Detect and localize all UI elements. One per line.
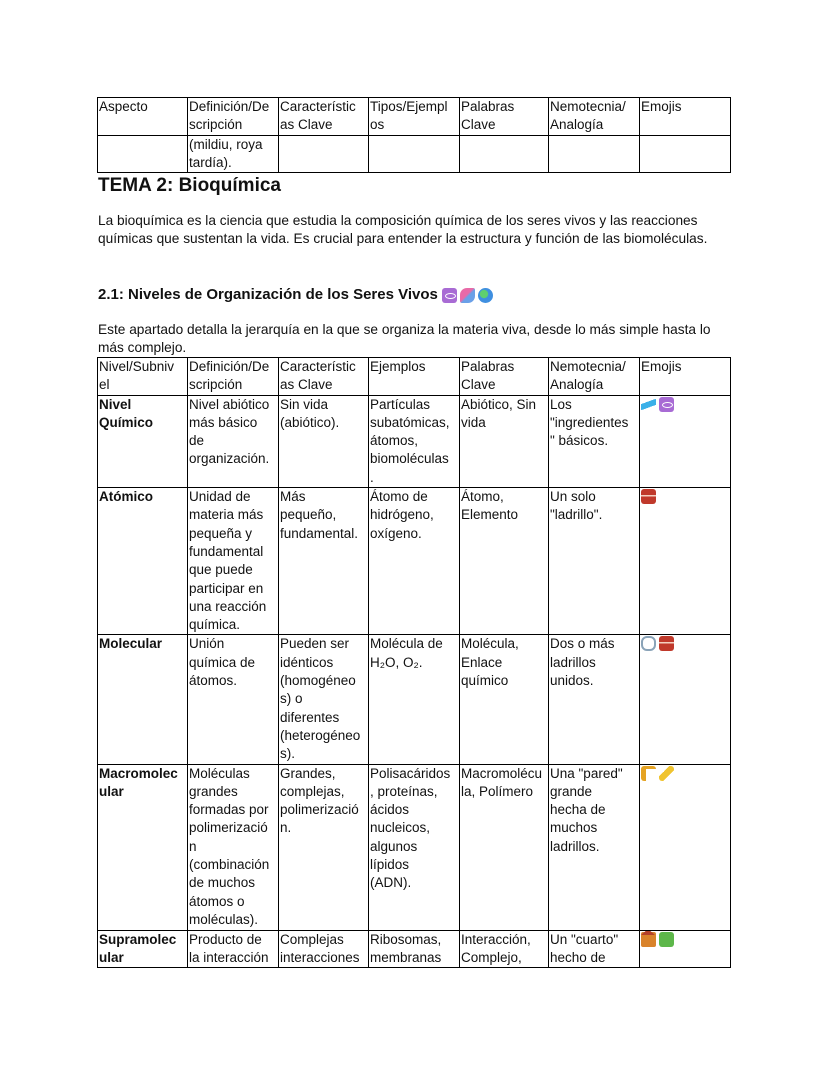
- table-row: [98, 764, 731, 930]
- examples-cell: Partículas subatómicas, átomos, biomoléculas .: [369, 395, 460, 487]
- header-cell: Nivel/Subniv el: [98, 358, 188, 396]
- mnemonic-cell: Un "cuarto" hecho de: [549, 930, 640, 968]
- emoji-cell: [640, 395, 731, 487]
- table-cell: [640, 135, 731, 173]
- section-title-emojis: [442, 288, 496, 303]
- definition-cell: Unidad de materia más pequeña y fundamental que puede participar en una reacción química.: [188, 488, 279, 635]
- ruler-icon: [659, 766, 674, 781]
- header-cell: Palabras Clave: [460, 358, 549, 396]
- definition-cell: Nivel abiótico más básico de organización.: [188, 395, 279, 487]
- header-cell: Aspecto: [98, 98, 188, 136]
- topic-intro: La bioquímica es la ciencia que estudia la composición química de los seres vivos y las reacciones químicas que sustentan la vida. Es crucial para entender la estructura y función de las biomoléculas.: [98, 213, 708, 247]
- brick-icon: [659, 636, 674, 651]
- crane-icon: [641, 766, 656, 781]
- header-cell: Característic as Clave: [279, 98, 369, 136]
- link-icon: [641, 636, 656, 651]
- dna-icon: [460, 288, 475, 303]
- mnemonic-cell: Dos o más ladrillos unidos.: [549, 635, 640, 764]
- keywords-cell: Interacción, Complejo,: [460, 930, 549, 968]
- test-tube-icon: [641, 397, 656, 412]
- emoji-cell: [640, 764, 731, 930]
- header-cell: Nemotecnia/ Analogía: [549, 98, 640, 136]
- atom-icon: [659, 397, 674, 412]
- examples-cell: Polisacáridos , proteínas, ácidos nucleicos, algunos lípidos (ADN).: [369, 764, 460, 930]
- table-row: [98, 488, 731, 635]
- header-cell: Emojis: [640, 98, 731, 136]
- table-cell: (mildiu, roya tardía).: [188, 135, 279, 173]
- house-icon: [641, 932, 656, 947]
- level-cell: Supramolec ular: [98, 930, 188, 968]
- header-cell: Nemotecnia/ Analogía: [549, 358, 640, 396]
- aspect-table: [97, 97, 731, 173]
- table-header-row: [98, 98, 731, 136]
- header-cell: Definición/De scripción: [188, 358, 279, 396]
- section-title: [98, 285, 496, 305]
- characteristics-cell: Sin vida (abiótico).: [279, 395, 369, 487]
- topic-title: TEMA 2: Bioquímica: [98, 175, 281, 196]
- header-cell: Palabras Clave: [460, 98, 549, 136]
- header-cell: Definición/De scripción: [188, 98, 279, 136]
- keywords-cell: Macromolécu la, Polímero: [460, 764, 549, 930]
- header-cell: Característic as Clave: [279, 358, 369, 396]
- examples-cell: Ribosomas, membranas: [369, 930, 460, 968]
- table-cell: [460, 135, 549, 173]
- examples-cell: Molécula de H₂O, O₂.: [369, 635, 460, 764]
- table-cell: [279, 135, 369, 173]
- table-cell: [369, 135, 460, 173]
- characteristics-cell: Pueden ser idénticos (homogéneo s) o diferentes (heterogéneo s).: [279, 635, 369, 764]
- keywords-cell: Átomo, Elemento: [460, 488, 549, 635]
- levels-table: [97, 357, 731, 968]
- definition-cell: Unión química de átomos.: [188, 635, 279, 764]
- keywords-cell: Molécula, Enlace químico: [460, 635, 549, 764]
- level-cell: Nivel Químico: [98, 395, 188, 487]
- mnemonic-cell: Una "pared" grande hecha de muchos ladrillos.: [549, 764, 640, 930]
- table-row: [98, 635, 731, 764]
- characteristics-cell: Grandes, complejas, polimerizació n.: [279, 764, 369, 930]
- mnemonic-cell: Los "ingredientes " básicos.: [549, 395, 640, 487]
- section-title-text: 2.1: Niveles de Organización de los Seres Vivos: [98, 286, 438, 303]
- keywords-cell: Abiótico, Sin vida: [460, 395, 549, 487]
- characteristics-cell: Complejas interacciones: [279, 930, 369, 968]
- level-cell: Molecular: [98, 635, 188, 764]
- level-cell: Macromolec ular: [98, 764, 188, 930]
- header-cell: Emojis: [640, 358, 731, 396]
- emoji-cell: [640, 930, 731, 968]
- brick-icon: [641, 489, 656, 504]
- table-cell: [98, 135, 188, 173]
- examples-cell: Átomo de hidrógeno, oxígeno.: [369, 488, 460, 635]
- level-cell: Atómico: [98, 488, 188, 635]
- emoji-cell: [640, 488, 731, 635]
- definition-cell: Producto de la interacción: [188, 930, 279, 968]
- emoji-cell: [640, 635, 731, 764]
- definition-cell: Moléculas grandes formadas por polimerizació n (combinación de muchos átomos o moléculas).: [188, 764, 279, 930]
- table-header-row: [98, 358, 731, 396]
- header-cell: Tipos/Ejempl os: [369, 98, 460, 136]
- table-row: [98, 135, 731, 173]
- mnemonic-cell: Un solo "ladrillo".: [549, 488, 640, 635]
- puzzle-icon: [659, 932, 674, 947]
- globe-icon: [478, 288, 493, 303]
- table-row: [98, 395, 731, 487]
- header-cell: Ejemplos: [369, 358, 460, 396]
- table-row: [98, 930, 731, 968]
- table-cell: [549, 135, 640, 173]
- atom-icon: [442, 288, 457, 303]
- characteristics-cell: Más pequeño, fundamental.: [279, 488, 369, 635]
- section-description: Este apartado detalla la jerarquía en la que se organiza la materia viva, desde lo más simple hasta lo más complejo.: [98, 322, 711, 356]
